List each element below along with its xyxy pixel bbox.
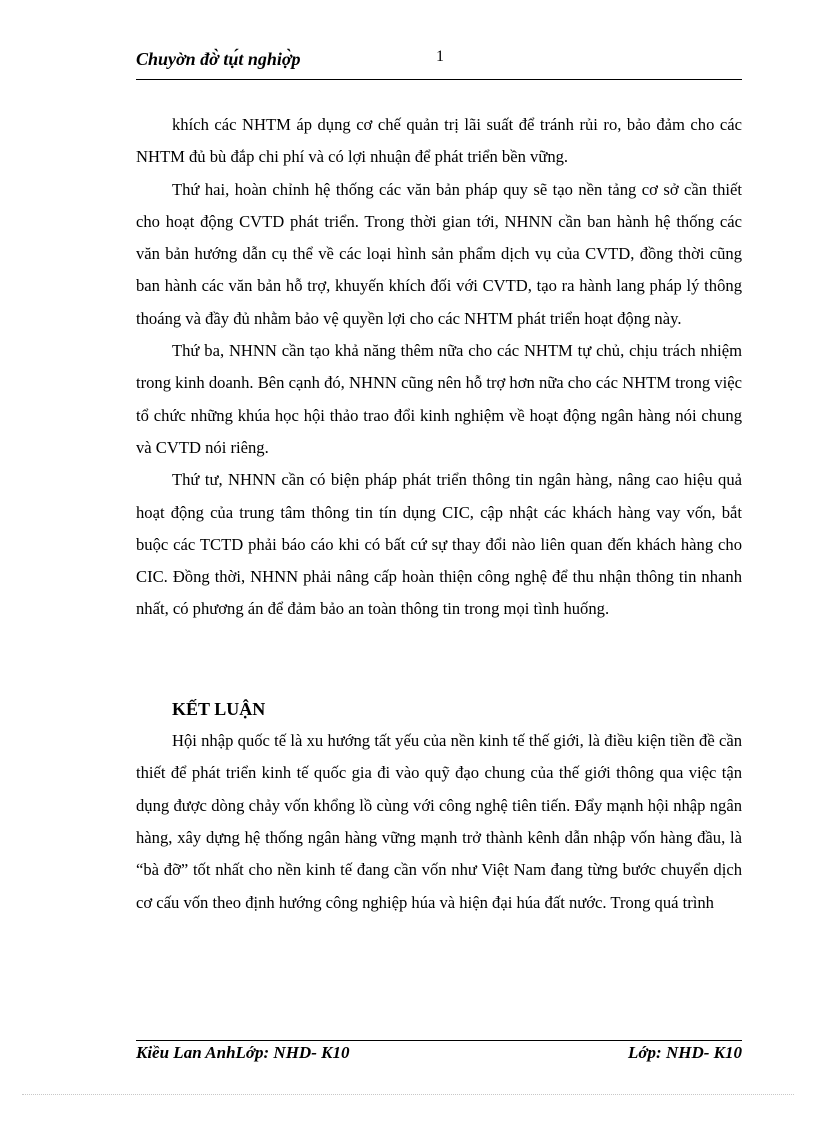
paragraph-4: Thứ tư, NHNN cần có biện pháp phát triển thông tin ngân hàng, nâng cao hiệu quả hoạt động của trung tâm thông tin tín dụng CIC, cập nhật các khách hàng vay vốn, bắt buộc các TCTD phải báo cáo khi có bất cứ sự thay đổi nào liên quan đến khách hàng cho CIC. Đồng thời, NHNN phải nâng cấp hoàn thiện công nghệ để thu nhận thông tin nhanh nhất, có phương án để đảm bảo an toàn thông tin trong mọi tình huống. bbox=[136, 470, 742, 619]
conclusion-heading: KẾT LUẬN bbox=[172, 698, 266, 719]
footer-rule bbox=[136, 1040, 742, 1041]
section-gap bbox=[136, 626, 742, 693]
header-rule bbox=[136, 79, 742, 80]
conclusion-paragraph: Hội nhập quốc tế là xu hướng tất yếu của nền kinh tế thế giới, là điều kiện tiền đề cần thiết để phát triển kinh tế quốc gia đi vào quỹ đạo chung của thế giới thông qua việc tận dụng được dòng chảy vốn khổng lồ cùng với công nghệ tiên tiến. Đẩy mạnh hội nhập ngân hàng, xây dựng hệ thống ngân hàng vững mạnh trở thành kênh dẫn nhập vốn hàng đầu, là “bà đỡ” tốt nhất cho nền kinh tế đang cần vốn như Việt Nam đang từng bước chuyển dịch cơ cấu vốn theo định hướng công nghiệp húa và hiện đại húa đất nước. Trong quá trình bbox=[136, 731, 742, 912]
page-number: 1 bbox=[436, 48, 444, 65]
footer-class: Lớp: NHD- K10 bbox=[628, 1043, 742, 1062]
paragraph-1: khích các NHTM áp dụng cơ chế quản trị lãi suất để tránh rủi ro, bảo đảm cho các NHTM đủ bù đắp chi phí và có lợi nhuận để phát triển bền vững. bbox=[136, 115, 742, 167]
page-footer bbox=[136, 1043, 742, 1069]
paragraph-3: Thứ ba, NHNN cần tạo khả năng thêm nữa cho các NHTM tự chủ, chịu trách nhiệm trong kinh doanh. Bên cạnh đó, NHNN cũng nên hỗ trợ hơn nữa cho các NHTM trong việc tổ chức những khúa học hội thảo trao đổi kinh nghiệm về hoạt động ngân hàng nói chung và CVTD nói riêng. bbox=[136, 341, 742, 457]
header-title: Chuyờn đờ̀ tụ́t nghiợ̀p bbox=[136, 49, 301, 69]
footer-author: Kiều Lan AnhLớp: NHD- K10 bbox=[136, 1043, 350, 1062]
document-body bbox=[136, 109, 742, 919]
paragraph-2: Thứ hai, hoàn chỉnh hệ thống các văn bản pháp quy sẽ tạo nền tảng cơ sở cần thiết cho hoạt động CVTD phát triển. Trong thời gian tới, NHNN cần ban hành hệ thống các văn bản hướng dẫn cụ thể về các loại hình sản phẩm dịch vụ của CVTD, đồng thời cũng ban hành các văn bản hỗ trợ, khuyến khích đối với CVTD, tạo ra hành lang pháp lý thông thoáng và đầy đủ nhằm bảo vệ quyền lợi cho các NHTM phát triển hoạt động này. bbox=[136, 179, 742, 328]
page-bottom-edge bbox=[22, 1094, 794, 1095]
page-header bbox=[136, 44, 742, 74]
